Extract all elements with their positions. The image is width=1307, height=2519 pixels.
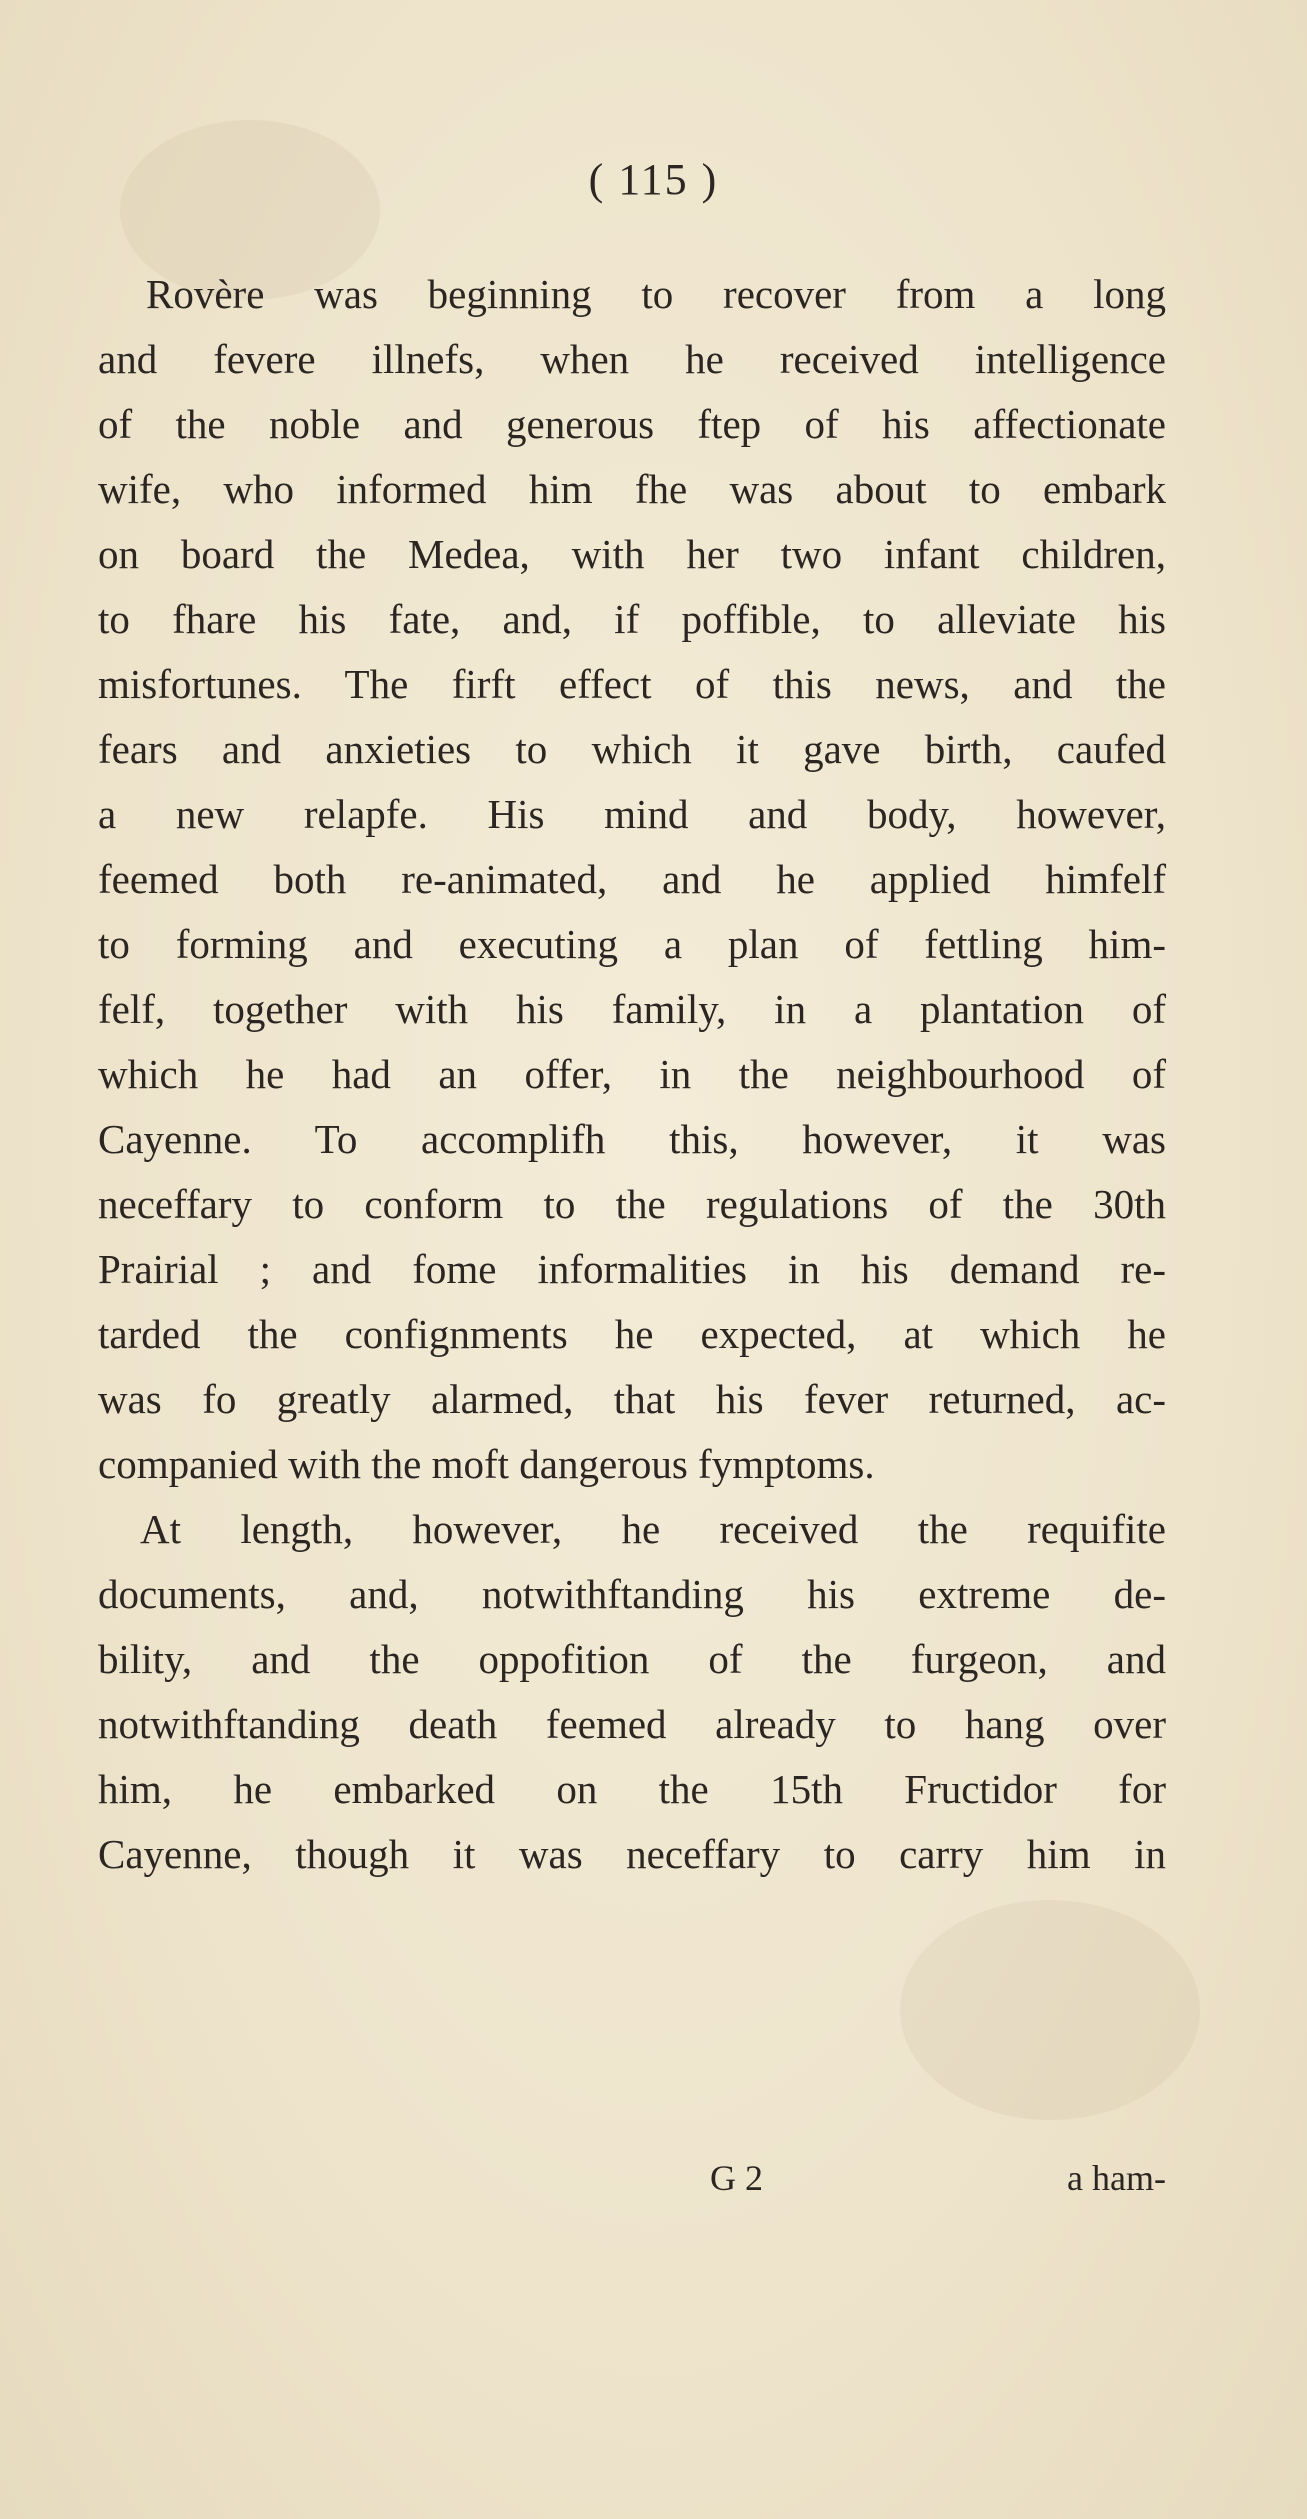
text-line: to fhare his fate, and, if poffible, to alleviate his bbox=[98, 596, 1166, 642]
body-text bbox=[98, 262, 1166, 1887]
page-footer bbox=[98, 2157, 1166, 2207]
text-line: fears and anxieties to which it gave birth, caufed bbox=[98, 726, 1166, 772]
text-line: on board the Medea, with her two infant children, bbox=[98, 531, 1166, 577]
text-line: Prairial ; and fome informalities in his demand re- bbox=[98, 1246, 1166, 1292]
text-line: to forming and executing a plan of fettling him- bbox=[98, 921, 1166, 967]
text-line: and fevere illnefs, when he received intelligence bbox=[98, 336, 1166, 382]
signature-mark: G 2 bbox=[710, 2158, 763, 2198]
text-line: notwithftanding death feemed already to hang over bbox=[98, 1701, 1166, 1747]
text-line: neceffary to conform to the regulations of the 30th bbox=[98, 1181, 1166, 1227]
text-line: him, he embarked on the 15th Fructidor for bbox=[98, 1766, 1166, 1812]
text-line: of the noble and generous ftep of his affectionate bbox=[98, 401, 1166, 447]
text-line: misfortunes. The firft effect of this news, and the bbox=[98, 661, 1166, 707]
text-line: Rovère was beginning to recover from a long bbox=[146, 271, 1166, 317]
text-line: was fo greatly alarmed, that his fever returned, ac- bbox=[98, 1376, 1166, 1422]
text-line: a new relapfe. His mind and body, however, bbox=[98, 791, 1166, 837]
text-line: felf, together with his family, in a plantation of bbox=[98, 986, 1166, 1032]
text-line: tarded the confignments he expected, at which he bbox=[98, 1311, 1166, 1357]
text-line: which he had an offer, in the neighbourhood of bbox=[98, 1051, 1166, 1097]
text-line: Cayenne. To accomplifh this, however, it was bbox=[98, 1116, 1166, 1162]
page-number-header: ( 115 ) bbox=[588, 155, 719, 204]
text-line: bility, and the oppofition of the furgeon, and bbox=[98, 1636, 1166, 1682]
text-line: companied with the moft dangerous fymptoms. bbox=[98, 1441, 875, 1487]
catchword: a ham- bbox=[1067, 2158, 1166, 2198]
text-line: Cayenne, though it was neceffary to carry him in bbox=[98, 1831, 1166, 1877]
text-line: documents, and, notwithftanding his extreme de- bbox=[98, 1571, 1166, 1617]
text-line: At length, however, he received the requifite bbox=[140, 1506, 1166, 1552]
paper-stain bbox=[900, 1900, 1200, 2120]
text-line: wife, who informed him fhe was about to embark bbox=[98, 466, 1166, 512]
text-line: feemed both re-animated, and he applied himfelf bbox=[98, 856, 1166, 902]
